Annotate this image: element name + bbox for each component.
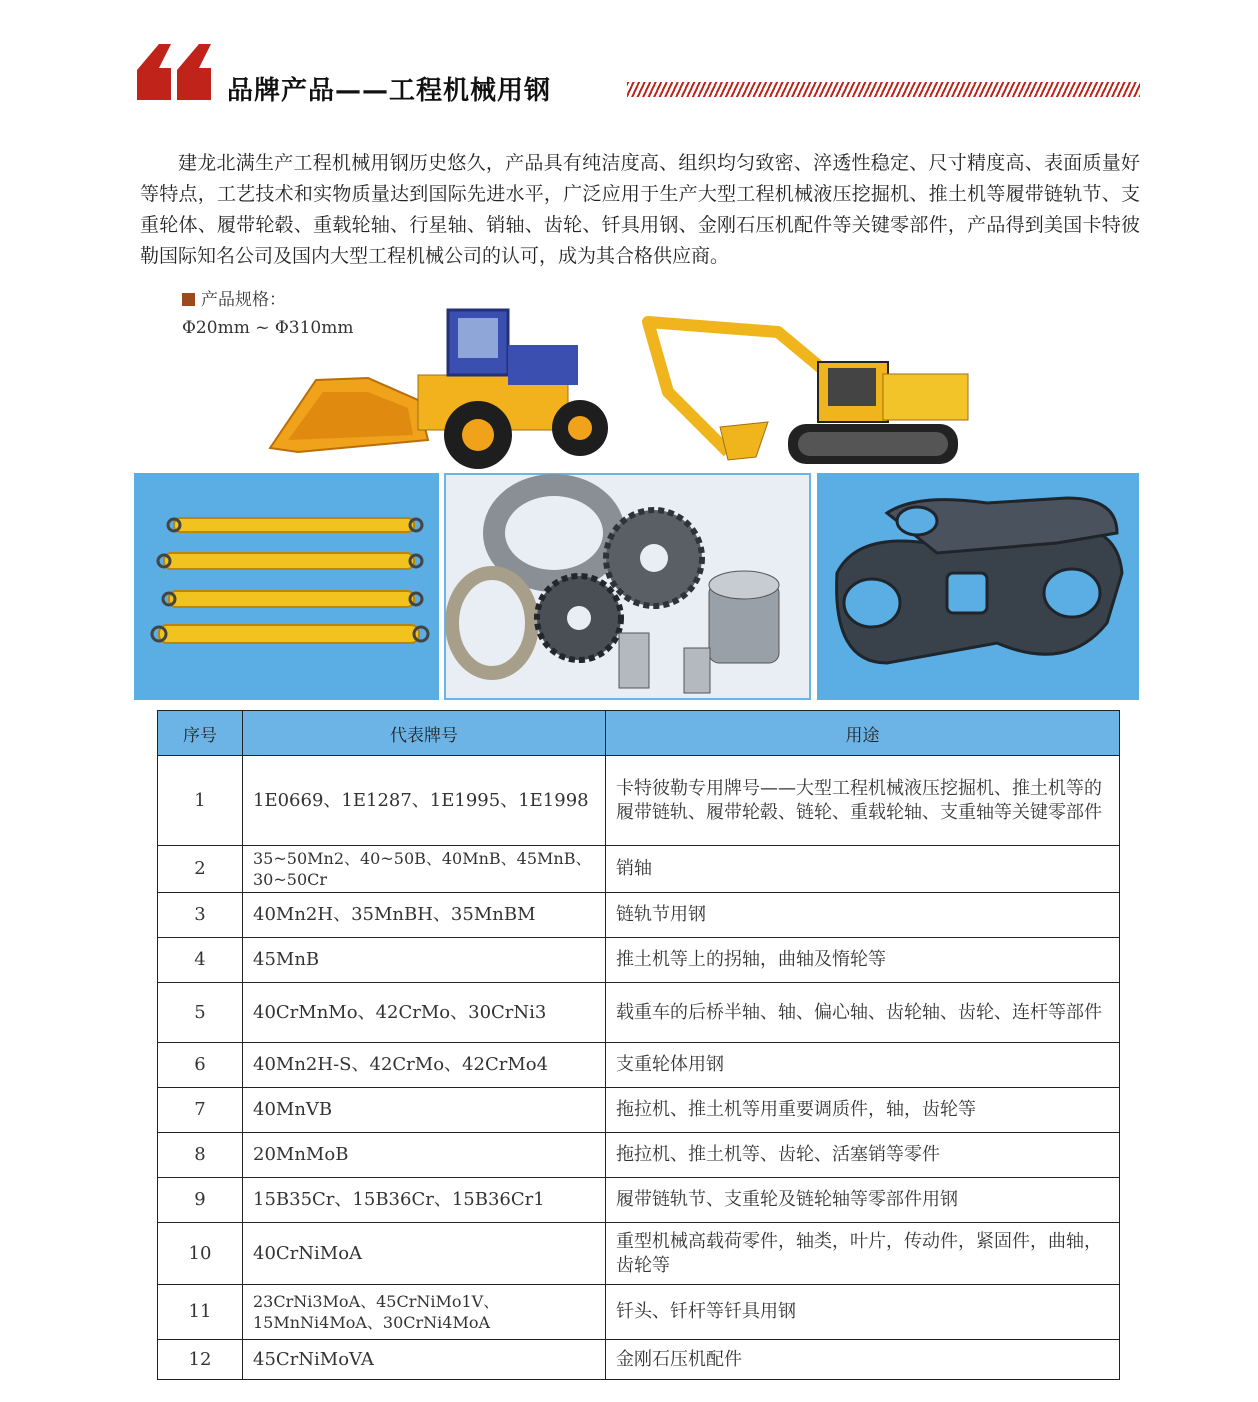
grade-table xyxy=(157,710,1120,1380)
table-row xyxy=(158,756,1120,846)
row-grade: 40MnVB xyxy=(243,1088,606,1133)
row-use: 钎头、钎杆等钎具用钢 xyxy=(606,1285,1120,1340)
row-grade: 40Mn2H-S、42CrMo、42CrMo4 xyxy=(243,1043,606,1088)
table-row xyxy=(158,1133,1120,1178)
row-use: 拖拉机、推土机等、齿轮、活塞销等零件 xyxy=(606,1133,1120,1178)
table-row xyxy=(158,938,1120,983)
table-row xyxy=(158,846,1120,893)
title-stripe xyxy=(627,82,1140,97)
header-use: 用途 xyxy=(606,711,1120,756)
table-row xyxy=(158,893,1120,938)
row-no: 6 xyxy=(158,1043,243,1088)
row-no: 3 xyxy=(158,893,243,938)
row-use: 载重车的后桥半轴、轴、偏心轴、齿轮轴、齿轮、连杆等部件 xyxy=(606,983,1120,1043)
row-use: 销轴 xyxy=(606,846,1120,893)
row-use: 推土机等上的拐轴，曲轴及惰轮等 xyxy=(606,938,1120,983)
header-no: 序号 xyxy=(158,711,243,756)
table-row xyxy=(158,1340,1120,1380)
row-use: 金刚石压机配件 xyxy=(606,1340,1120,1380)
row-use: 重型机械高载荷零件，轴类，叶片，传动件，紧固件，曲轴，齿轮等 xyxy=(606,1223,1120,1285)
table-row xyxy=(158,1285,1120,1340)
intro-paragraph: 建龙北满生产工程机械用钢历史悠久，产品具有纯洁度高、组织均匀致密、淬透性稳定、尺寸精度高、表面质量好等特点，工艺技术和实物质量达到国际先进水平，广泛应用于生产大型工程机械液压挖掘机、推土机等履带链轨节、支重轮体、履带轮毂、重载轮轴、行星轴、销轴、齿轮、钎具用钢、金刚石压机配件等关键零部件，产品得到美国卡特彼勒国际知名公司及国内大型工程机械公司的认可，成为其合格供应商。 xyxy=(140,152,1140,267)
page-title: 品牌产品——工程机械用钢 xyxy=(227,76,552,106)
row-grade: 45MnB xyxy=(243,938,606,983)
wheel-loader-image xyxy=(268,300,618,472)
row-grade: 15B35Cr、15B36Cr、15B36Cr1 xyxy=(243,1178,606,1223)
table-row xyxy=(158,1088,1120,1133)
table-row xyxy=(158,983,1120,1043)
section-header xyxy=(135,40,1140,110)
table-row xyxy=(158,1178,1120,1223)
row-grade: 35~50Mn2、40~50B、40MnB、45MnB、30~50Cr xyxy=(243,846,606,893)
row-grade: 23CrNi3MoA、45CrNiMo1V、15MnNi4MoA、30CrNi4MoA xyxy=(243,1285,606,1340)
row-no: 12 xyxy=(158,1340,243,1380)
table-row xyxy=(158,1043,1120,1088)
row-no: 5 xyxy=(158,983,243,1043)
row-grade: 45CrNiMoVA xyxy=(243,1340,606,1380)
row-use: 履带链轨节、支重轮及链轮轴等零部件用钢 xyxy=(606,1178,1120,1223)
row-no: 9 xyxy=(158,1178,243,1223)
track-chain-link-image xyxy=(817,473,1139,700)
gears-image xyxy=(444,473,811,700)
row-grade: 20MnMoB xyxy=(243,1133,606,1178)
row-use: 链轨节用钢 xyxy=(606,893,1120,938)
spec-value: Φ20mm ~ Φ310mm xyxy=(182,318,354,338)
excavator-image xyxy=(628,302,976,470)
row-no: 10 xyxy=(158,1223,243,1285)
row-grade: 40CrNiMoA xyxy=(243,1223,606,1285)
spec-label-text: 产品规格： xyxy=(201,290,286,310)
header-grade: 代表牌号 xyxy=(243,711,606,756)
row-grade: 40Mn2H、35MnBH、35MnBM xyxy=(243,893,606,938)
quote-mark-icon xyxy=(135,40,213,102)
bullet-square-icon xyxy=(182,293,195,306)
row-use: 支重轮体用钢 xyxy=(606,1043,1120,1088)
row-no: 7 xyxy=(158,1088,243,1133)
row-no: 1 xyxy=(158,756,243,846)
table-header-row xyxy=(158,711,1120,756)
row-grade: 40CrMnMo、42CrMo、30CrNi3 xyxy=(243,983,606,1043)
row-no: 8 xyxy=(158,1133,243,1178)
row-no: 11 xyxy=(158,1285,243,1340)
row-grade: 1E0669、1E1287、1E1995、1E1998 xyxy=(243,756,606,846)
table-row xyxy=(158,1223,1120,1285)
row-use: 拖拉机、推土机等用重要调质件，轴，齿轮等 xyxy=(606,1088,1120,1133)
row-no: 2 xyxy=(158,846,243,893)
hydraulic-cylinders-image xyxy=(134,473,439,700)
row-no: 4 xyxy=(158,938,243,983)
row-use: 卡特彼勒专用牌号——大型工程机械液压挖掘机、推土机等的履带链轨、履带轮毂、链轮、重载轮轴、支重轴等关键零部件 xyxy=(606,756,1120,846)
